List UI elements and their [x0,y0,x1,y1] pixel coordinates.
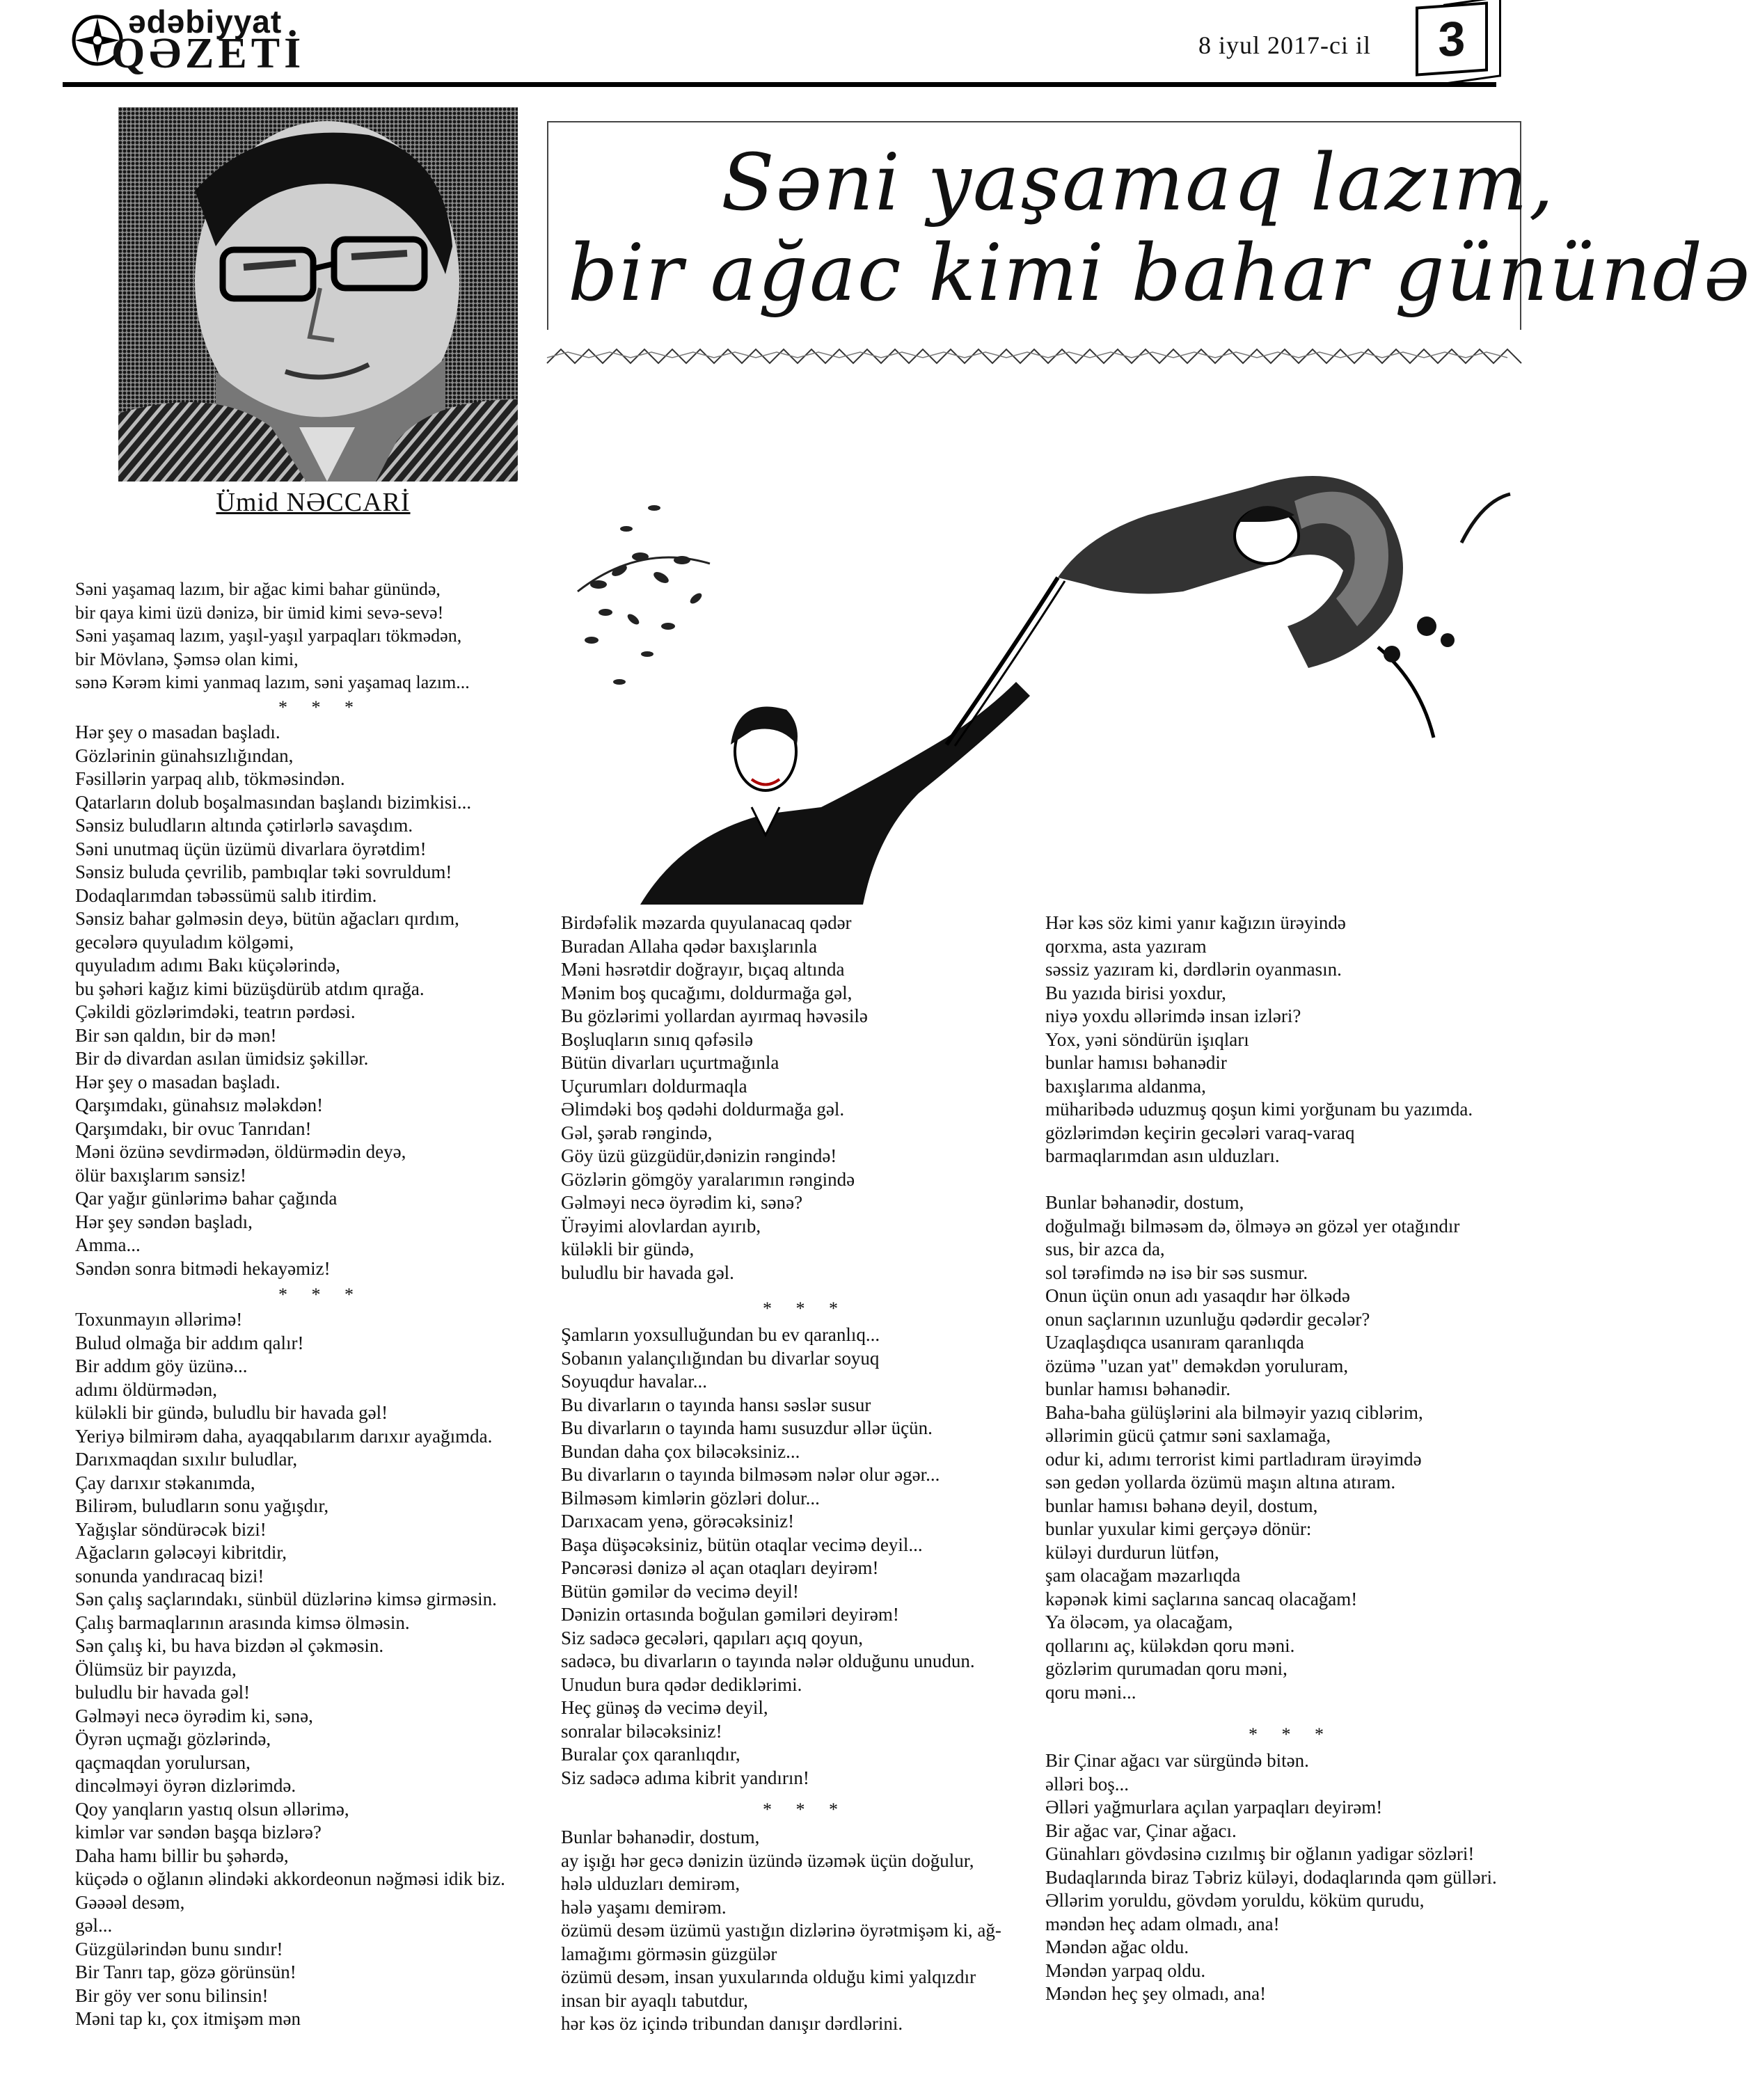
poem-line: adımı öldürmədən, [75,1378,217,1400]
poem-line: Sənsiz buludların altında çətirlərlə savaşdım. [75,815,413,836]
poem-line: bir Mövlanə, Şəmsə olan kimi, [75,649,299,669]
poem-line: sən gedən yollarda özümü maşın altına atıram. [1045,1472,1396,1493]
poem-line: qaçmaqdan yorulursan, [75,1751,251,1773]
woman-figure [640,578,1065,905]
poem-line: ölür baxışlarım sənsiz! [75,1164,246,1186]
poem-line: küləkli bir gündə, [561,1239,695,1259]
poem-line: onun saçlarının uzunluğu qədərdir gecələr? [1045,1308,1370,1330]
poem-line: məndən heç adam olmadı, ana! [1045,1913,1280,1934]
poem-line: Gəl, şərab rəngində, [561,1122,713,1143]
poem-line: gecələrə quyuladım kölgəmi, [75,931,294,953]
poem-line: Səni yaşamaq lazım, yaşıl-yaşıl yarpaqları tökmədən, [75,626,462,646]
poem-line: küləkli bir gündə, buludlu bir havada gəl! [75,1402,388,1423]
poem-line: buludlu bir havada gəl! [75,1682,251,1703]
headline-frame-top [547,121,1521,122]
poem-line: Sən çalış ki, bu hava bizdən əl çəkməsin. [75,1635,384,1656]
poem-line: səssiz yazıram ki, dərdlərin oyanmasın. [1045,959,1342,980]
illustration [557,417,1531,905]
header-rule [63,82,1496,87]
poem-line: Bir göy ver sonu bilinsin! [75,1984,269,2006]
poem-line: buludlu bir havada gəl. [561,1262,734,1283]
poem-line: Öyrən uçmağı gözlərində, [75,1728,271,1749]
poem-part4 [561,1323,975,1790]
poem-line: baxışlarıma aldanma, [1045,1075,1206,1097]
poem-line: qorxma, asta yazıram [1045,935,1207,957]
poem-line: Ya öləcəm, ya olacağam, [1045,1612,1233,1632]
poem-line: ay işığı hər gecə dənizin üzündə üzəmək üçün doğulur, [561,1850,974,1871]
poem-line: sonralar biləcəksiniz! [561,1720,722,1742]
poem-line: Budaqlarında biraz Təbriz küləyi, dodaqlarında qəm gülləri. [1045,1866,1497,1888]
poem-line: Uzaqlaşdıqca usanıram qaranlıqda [1045,1332,1304,1353]
poem-line: Ürəyimi alovlardan ayırıb, [561,1215,761,1236]
poem-line: Səndən sonra bitmədi hekayəmiz! [75,1257,331,1279]
section-separator: * * * [763,1799,848,1820]
poem-line: gözlərimdən keçirin gecələri varaq-varaq [1045,1122,1355,1143]
headline-line1: Səni yaşamaq lazım, [721,138,1555,228]
poem-line: bunlar hamısı bəhanə deyil, dostum, [1045,1495,1318,1516]
poem-line: Qarşımdakı, bir ovuc Tanrıdan! [75,1117,312,1139]
poem-line: Bunlar bəhanədir, dostum, [561,1827,760,1847]
poem-line: Bir Tanrı tap, gözə görünsün! [75,1962,296,1982]
poem-line: sadəcə, bu divarların o tayında nələr olduğunu unudun. [561,1650,975,1671]
poem-line: Dodaqlarımdan təbəssümü salıb itirdim. [75,884,377,906]
poem-line: bunlar hamısı bəhanədir. [1045,1378,1231,1399]
poem-line: Gəlməyi necə öyrədim ki, sənə, [75,1705,313,1726]
poem-line: sənə Kərəm kimi yanmaq lazım, səni yaşamaq lazım... [75,672,470,692]
poem-line: bunlar yuxular kimi gerçəyə dönür: [1045,1518,1312,1539]
poem-line: Bütün divarları uçurtmağınla [561,1052,779,1073]
poem-line: Siz sadəcə adıma kibrit yandırın! [561,1767,809,1788]
poem-line: qoru məni... [1045,1681,1136,1703]
poem-line: quyuladım adımı Bakı küçələrində, [75,955,340,976]
poem-line: küləyi durdurun lütfən, [1045,1541,1219,1563]
poem-line: Darıxacam yenə, görəcəksiniz! [561,1511,795,1532]
logo-line2: QƏZETİ [111,30,306,77]
poem-line: Bu gözlərimi yollardan ayırmaq həvəsilə [561,1005,868,1026]
poem-line: Məndən ağac oldu. [1045,1936,1189,1957]
poem-line: Birdəfəlik məzarda quyulanacaq qədər [561,912,852,933]
poem-line: hələ ulduzları demirəm, [561,1873,740,1894]
poem-line: Yağışlar söndürəcək bizi! [75,1518,267,1540]
poem-line: Əlləri yağmurlara açılan yarpaqları deyirəm! [1045,1797,1383,1817]
poem-line: Sənsiz bahar gəlməsin deyə, bütün ağacları qırdım, [75,908,459,929]
poem-line: Məni özünə sevdirmədən, öldürmədin deyə, [75,1141,406,1162]
poem-line: Səni unutmaq üçün üzümü divarlara öyrətdim! [75,838,427,859]
poem-line: Qar yağır günlərimə bahar çağında [75,1188,338,1209]
poem-line: Mənim boş qucağımı, doldurmağa gəl, [561,982,853,1003]
poem-line: Soyuqdur havalar... [561,1371,707,1392]
poem-line: Bir Çinar ağacı var sürgündə bitən. [1045,1750,1309,1771]
issue-date: 8 iyul 2017-ci il [1198,31,1371,59]
page-number: 3 [1416,1,1488,76]
poem-line: gəl... [75,1915,113,1936]
poem-line: özümə "uzan yat" deməkdən yoruluram, [1045,1355,1349,1376]
poem-line: Çəkildi gözlərimdəki, teatrın pərdəsi. [75,1001,356,1022]
poem-line: Məndən heç şey olmadı, ana! [1045,1983,1267,2004]
poem-line: Hər şey o masadan başladı. [75,722,280,742]
poem-line: Bu yazıda birisi yoxdur, [1045,982,1226,1003]
poem-line: Bu divarların o tayında hamı susuzdur əllər üçün. [561,1417,933,1438]
poem-line: Bundan daha çox biləcəksiniz... [561,1440,800,1462]
poem-line: Ağacların gələcəyi kibritdir, [75,1542,287,1563]
poem-line: Uçurumları doldurmaqla [561,1075,747,1097]
poem-line: Bir addım göy üzünə... [75,1355,248,1376]
poem-line: bu şəhəri kağız kimi büzüşdürüb atdım qırağa. [75,978,425,999]
poem-line: doğulmağı bilməsəm də, ölməyə ən gözəl yer otağındır [1045,1215,1460,1236]
poem-line: Bütün gəmilər də vecimə deyil! [561,1580,799,1602]
poem-line: özümü desəm üzümü yastığın dizlərinə öyrətmişəm ki, ağ- [561,1920,1001,1941]
poem-line: Əllərim yoruldu, gövdəm yoruldu, köküm qurudu, [1045,1890,1425,1911]
poem-line: Yeriyə bilmirəm daha, ayaqqabılarım darıxır ayağımda. [75,1425,493,1447]
poem-line: Daha hamı billir bu şəhərdə, [75,1845,289,1866]
poem-line: odur ki, adımı terrorist kimi partladıram ürəyimdə [1045,1448,1422,1470]
poem-line: bir qaya kimi üzü dənizə, bir ümid kimi sevə-sevə! [75,602,444,623]
poem-line: Amma... [75,1234,141,1255]
poem-line: küçədə o oğlanın əlindəki akkordeonun nəğməsi idik biz. [75,1868,505,1889]
poem-line: Bilməsəm kimlərin gözləri dolur... [561,1487,820,1509]
poem-line: Qoy yanqların yastıq olsun əllərimə, [75,1798,349,1820]
poem-intro [75,578,470,694]
poem-line: Bir sən qaldın, bir də mən! [75,1024,277,1046]
poem-line: niyə yoxdu əllərimdə insan izləri? [1045,1005,1301,1026]
poem-line: şam olacağam məzarlıqda [1045,1565,1241,1586]
flying-man-figure [1058,476,1510,738]
section-separator: * * * [278,1284,363,1305]
poem-line: Gözlərinin günahsızlığından, [75,745,294,766]
poem-line: Gəəəəl desəm, [75,1891,185,1913]
poem-part5-continued [1045,912,1473,1704]
poem-line: Dənizin ortasında boğulan gəmiləri deyirəm! [561,1604,899,1625]
poem-line: Günahları gövdəsinə cızılmış bir oğlanın yadigar sözləri! [1045,1843,1475,1864]
poem-part3 [75,1308,505,2031]
decorative-border [547,342,1521,370]
poem-line: lamağımı görməsin güzgülər [561,1943,777,1964]
poem-line: özümü desəm, insan yuxularında olduğu kimi yalqızdır [561,1966,976,1987]
poem-line: sol tərəfimdə nə isə bir səs susmur. [1045,1262,1308,1283]
poem-part5 [561,1826,1001,2036]
poem-line: Bunlar bəhanədir, dostum, [1045,1192,1244,1213]
poem-line: qollarını aç, küləkdən qoru məni. [1045,1634,1295,1656]
poem-line: Bu divarların o tayında hansı səslər susur [561,1394,871,1415]
poem-line: Sobanın yalançılığından bu divarlar soyuq [561,1347,880,1369]
poem-part3-continued [561,912,868,1284]
poem-line: Boşluqların sınıq qəfəsilə [561,1028,753,1050]
poem-line: Bulud olmağa bir addım qalır! [75,1332,304,1353]
poem-line [1045,1168,1473,1192]
poem-line: Bilirəm, buludların sonu yağışdır, [75,1495,329,1516]
headline-line2: bir ağac kimi bahar günündə [568,228,1751,319]
poem-line: Məni həsrətdir doğrayır, bıçaq altında [561,959,845,980]
poem-line: Qatarların dolub boşalmasından başlandı bizimkisi... [75,791,472,813]
poem-line: Siz sadəcə gecələri, qapıları açıq qoyun, [561,1627,864,1648]
poem-line: sus, bir azca da, [1045,1239,1165,1259]
poem-line: hər kəs öz içində tribundan danışır dərdlərini. [561,2013,903,2034]
poem-line: Səni yaşamaq lazım, bir ağac kimi bahar günündə, [75,579,441,599]
poem-line: Hər şey o masadan başladı. [75,1071,280,1092]
poem-line: Yox, yəni söndürün işıqları [1045,1028,1249,1050]
poem-line: Məndən yarpaq oldu. [1045,1959,1206,1981]
poem-line: kimlər var səndən başqa bizlərə? [75,1822,322,1843]
poem-line: Gəlməyi necə öyrədim ki, sənə? [561,1192,803,1213]
headline-frame-left [547,121,548,330]
poem-line: sonunda yandıracaq bizi! [75,1565,264,1586]
poem-line: kəpənək kimi saçlarına sancaq olacağam! [1045,1588,1358,1609]
poem-line: dincəlməyi öyrən dizlərimdə. [75,1775,296,1796]
poem-line: barmaqlarımdan asın ulduzları. [1045,1145,1280,1166]
poem-line: Hər şey səndən başladı, [75,1211,253,1232]
poem-line: bunlar hamısı bəhanədir [1045,1052,1227,1073]
poem-part6 [1045,1749,1497,2006]
poem-line: Buradan Allaha qədər baxışlarınla [561,935,818,957]
poem-line: müharibədə uduzmuş qoşun kimi yorğunam bu yazımda. [1045,1099,1473,1120]
poem-line: Baha-baha gülüşlərini ala bilməyir yazıq ciblərim, [1045,1401,1423,1423]
poem-line: Sən çalış saçlarındakı, sünbül düzlərinə kimsə girməsin. [75,1589,497,1609]
poem-line: hələ yaşamı demirəm. [561,1896,727,1918]
logo-line1: ədəbiyyat [128,3,283,40]
poem-line: Bir ağac var, Çinar ağacı. [1045,1820,1237,1841]
poem-part2 [75,721,471,1280]
poem-line: Başa düşəcəksiniz, bütün otaqlar vecimə deyil... [561,1534,923,1555]
poem-line: Əlimdəki boş qədəhi doldurmağa gəl. [561,1099,845,1120]
poem-line: Fəsillərin yarpaq alıb, tökməsindən. [75,768,345,789]
poem-line: Buralar çox qaranlıqdır, [561,1744,740,1765]
poem-line: əllərimin gücü çatmır səni saxlamağa, [1045,1425,1331,1446]
poem-line: Çalış barmaqlarının arasında kimsə ölməsin. [75,1612,410,1633]
headline-block [547,121,1751,358]
poem-line: Unudun bura qədər dediklərimi. [561,1673,802,1695]
poem-line: Darıxmaqdan sıxılır buludlar, [75,1449,298,1470]
poem-line: Göy üzü güzgüdür,dənizin rəngində! [561,1145,837,1166]
newspaper-logo [70,3,362,77]
poem-line: gözlərim qurumadan qoru məni, [1045,1658,1288,1679]
poem-line: Şamların yoxsulluğundan bu ev qaranlıq... [561,1324,880,1345]
poem-line: Güzgülərindən bunu sındır! [75,1938,283,1959]
section-separator: * * * [278,697,363,717]
poem-line: Pəncərəsi dənizə əl açan otaqları deyirəm! [561,1557,879,1578]
leaf-branch [578,505,710,685]
author-name: Ümid NƏCCARİ [216,488,411,517]
poem-line: Bir də divardan asılan ümidsiz şəkillər. [75,1048,369,1069]
poem-line: Onun üçün onun adı yasaqdır hər ölkədə [1045,1285,1350,1306]
section-separator: * * * [763,1298,848,1319]
section-separator: * * * [1249,1724,1333,1744]
poem-line: Hər kəs söz kimi yanır kağızın ürəyində [1045,912,1346,933]
poem-line: Bu divarların o tayında bilməsəm nələr olur əgər... [561,1464,940,1485]
poem-line: Qarşımdakı, günahsız mələkdən! [75,1095,324,1115]
poem-line: Toxunmayın əllərimə! [75,1309,243,1330]
poem-line: Heç günəş də vecimə deyil, [561,1697,768,1718]
poem-line: Gözlərin gömgöy yaralarımın rəngində [561,1168,855,1190]
poem-line: Ölümsüz bir payızda, [75,1658,237,1680]
poem-line: əlləri boş... [1045,1773,1129,1795]
poem-line: Çay darıxır stəkanımda, [75,1472,255,1493]
poem-line: insan bir ayaqlı tabutdur, [561,1989,748,2011]
author-photo [118,107,518,482]
poem-line: Məni tap kı, çox itmişəm mən [75,2008,301,2029]
poem-line: Sənsiz buluda çevrilib, pambıqlar təki sovruldum! [75,861,452,882]
